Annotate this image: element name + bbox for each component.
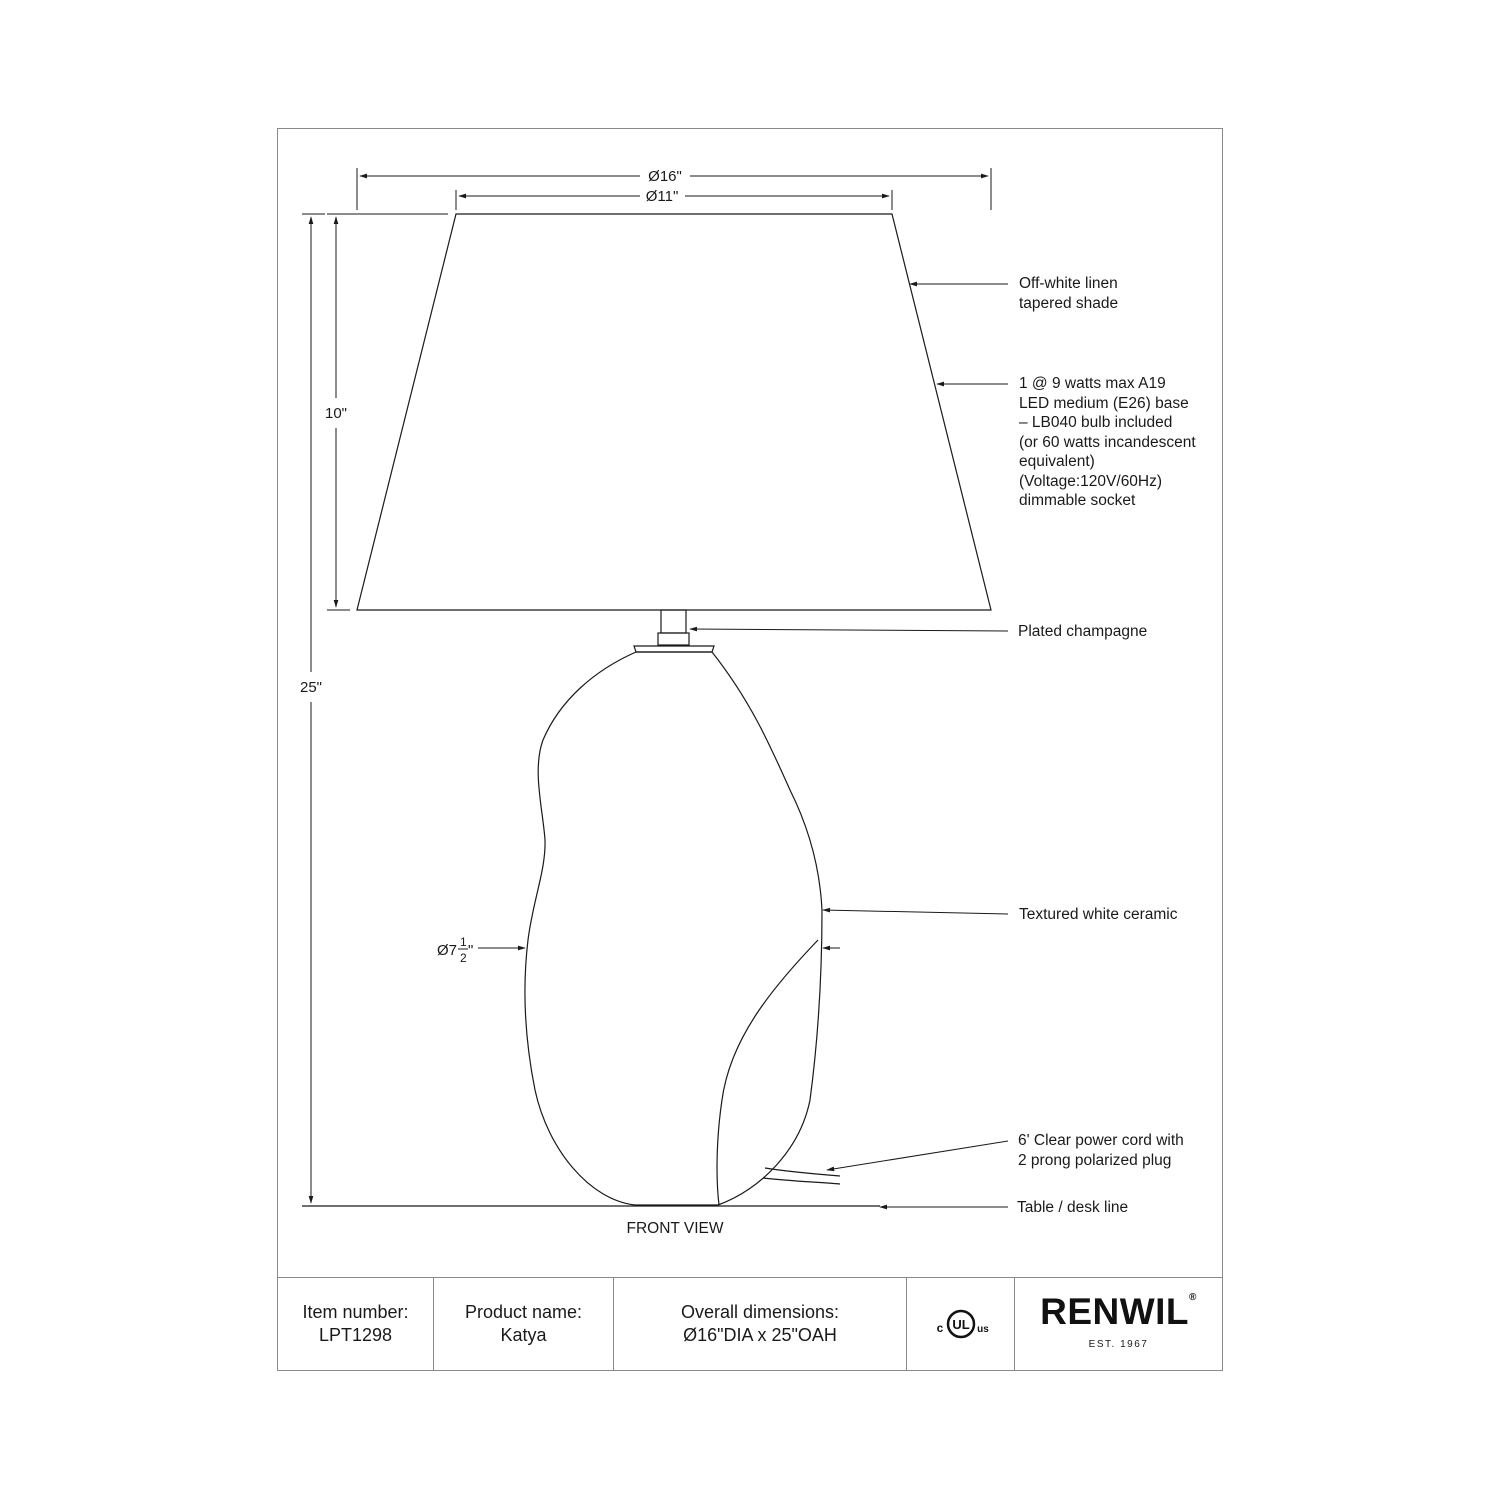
- svg-text:us: us: [976, 1324, 989, 1335]
- item-number-cell: [278, 1278, 434, 1370]
- svg-text:": ": [468, 942, 474, 959]
- overall-dimensions-value: Ø16"DIA x 25"OAH: [683, 1325, 837, 1345]
- note-finish: Plated champagne: [1018, 623, 1148, 640]
- svg-text:1: 1: [460, 935, 467, 949]
- note-table: Table / desk line: [1017, 1199, 1129, 1216]
- lampshade-outline: [357, 214, 991, 610]
- leader-cord: [827, 1141, 1008, 1170]
- dim-overall-height: [299, 214, 325, 1203]
- svg-text:Ø7: Ø7: [437, 942, 458, 959]
- brand-established: EST. 1967: [1088, 1338, 1149, 1350]
- brand-logo: RENWIL®: [1040, 1290, 1197, 1332]
- svg-text:c: c: [936, 1321, 943, 1335]
- svg-text:UL: UL: [951, 1317, 970, 1332]
- shade-height-label: 10": [324, 405, 348, 422]
- leader-body: [823, 910, 1008, 914]
- view-label: FRONT VIEW: [626, 1220, 724, 1237]
- note-body: Textured white ceramic: [1019, 906, 1178, 923]
- lamp-neck: [661, 610, 686, 633]
- product-name-label: Product name:: [464, 1302, 583, 1322]
- item-number-label: Item number:: [302, 1302, 409, 1322]
- overall-dimensions-label: Overall dimensions:: [680, 1302, 840, 1322]
- note-bulb: 1 @ 9 watts max A19 LED medium (E26) base – LB040 bulb included (or 60 watts incandescent equivalent) (Voltage:120V/60Hz) dimmable socket: [1019, 375, 1196, 509]
- ceramic-body-outline: [525, 652, 822, 1205]
- certification-cell: [907, 1278, 1015, 1370]
- product-name-value: Katya: [500, 1325, 547, 1345]
- note-shade: Off-white linen tapered shade: [1019, 275, 1119, 312]
- power-cord: [763, 1168, 840, 1184]
- shade-top-diameter-label: Ø11": [645, 188, 679, 205]
- item-number-value: LPT1298: [318, 1325, 393, 1345]
- leader-finish: [690, 629, 1008, 631]
- title-block: [277, 1277, 1223, 1371]
- product-name-cell: [434, 1278, 614, 1370]
- cul-us-mark-icon: [926, 1304, 996, 1344]
- base-diameter-label: [437, 935, 473, 965]
- shade-bottom-diameter-label: Ø16": [648, 168, 682, 185]
- brand-cell: [1015, 1278, 1222, 1370]
- overall-dimensions-cell: [614, 1278, 907, 1370]
- svg-text:2: 2: [460, 951, 467, 965]
- ceramic-body-fold: [717, 940, 818, 1205]
- lamp-cap: [634, 646, 714, 652]
- lamp-collar: [658, 633, 689, 645]
- overall-height-label: 25": [299, 679, 323, 696]
- note-cord: 6' Clear power cord with 2 prong polarized plug: [1018, 1132, 1184, 1169]
